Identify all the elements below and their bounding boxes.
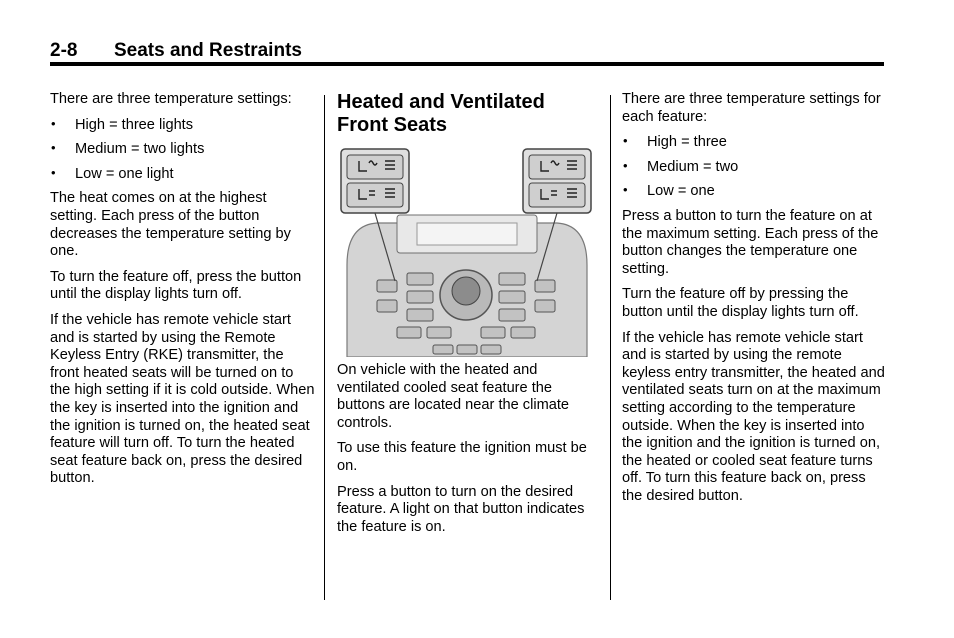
paragraph: If the vehicle has remote vehicle start and is started by using the remote keyless entry transmitter, the heated and ventilated seats turn on at the maximum setting according to the temperature outside. When the key is inserted into the ignition and the ignition is turned on, the heated or cooled seat feature turns off. To turn this feature back on, press the desired button. xyxy=(622,329,885,504)
column-right xyxy=(622,91,887,513)
list-item: • Low = one light xyxy=(51,164,174,182)
paragraph: To use this feature the ignition must be on. xyxy=(337,440,587,474)
list-item: • Medium = two xyxy=(623,157,739,175)
intro-text: There are three temperature settings: xyxy=(50,91,292,107)
paragraph: To turn the feature off, press the button until the display lights turn off. xyxy=(50,268,302,303)
list-item: • Medium = two lights xyxy=(51,140,205,158)
section-heading: Heated and Ventilated Front Seats xyxy=(337,91,545,136)
intro-text: There are three temperature settings for each feature: xyxy=(622,91,881,125)
list-item: • Low = one xyxy=(623,182,715,200)
climate-panel-svg xyxy=(337,145,595,357)
paragraph: Turn the feature off by pressing the button until the display lights turn off. xyxy=(622,286,859,320)
list-item: • High = three lights xyxy=(51,115,194,133)
column-divider-2 xyxy=(610,95,611,600)
settings-list xyxy=(622,134,887,201)
page-header xyxy=(50,38,884,66)
paragraph: If the vehicle has remote vehicle start and is started by using the Remote Keyless Entry (RKE) transmitter, the front heated seats will be turned on to the high setting if it is cold outside. When the key is inserted into the ignition and the ignition is turned on, the heated seat feature will turn off. To turn the heated seat feature back on, press the desired button. xyxy=(50,311,315,487)
column-middle xyxy=(337,91,599,544)
paragraph: Press a button to turn the feature on at the maximum setting. Each press of the button changes the temperature one setting. xyxy=(622,207,879,277)
climate-control-panel-illustration xyxy=(337,145,595,357)
section-title: Seats and Restraints xyxy=(114,40,302,61)
settings-list xyxy=(50,117,315,184)
paragraph: Press a button to turn on the desired feature. A light on that button indicates the feature is on. xyxy=(337,483,585,535)
header-rule xyxy=(50,62,884,66)
paragraph: The heat comes on at the highest setting. Each press of the button decreases the temperature setting by one. xyxy=(50,190,291,260)
page-number: 2-8 xyxy=(50,40,78,61)
list-item: • High = three xyxy=(623,133,727,151)
column-left xyxy=(50,91,315,496)
column-divider-1 xyxy=(324,95,325,600)
paragraph: On vehicle with the heated and ventilated cooled seat feature the buttons are located near the climate controls. xyxy=(337,362,570,431)
